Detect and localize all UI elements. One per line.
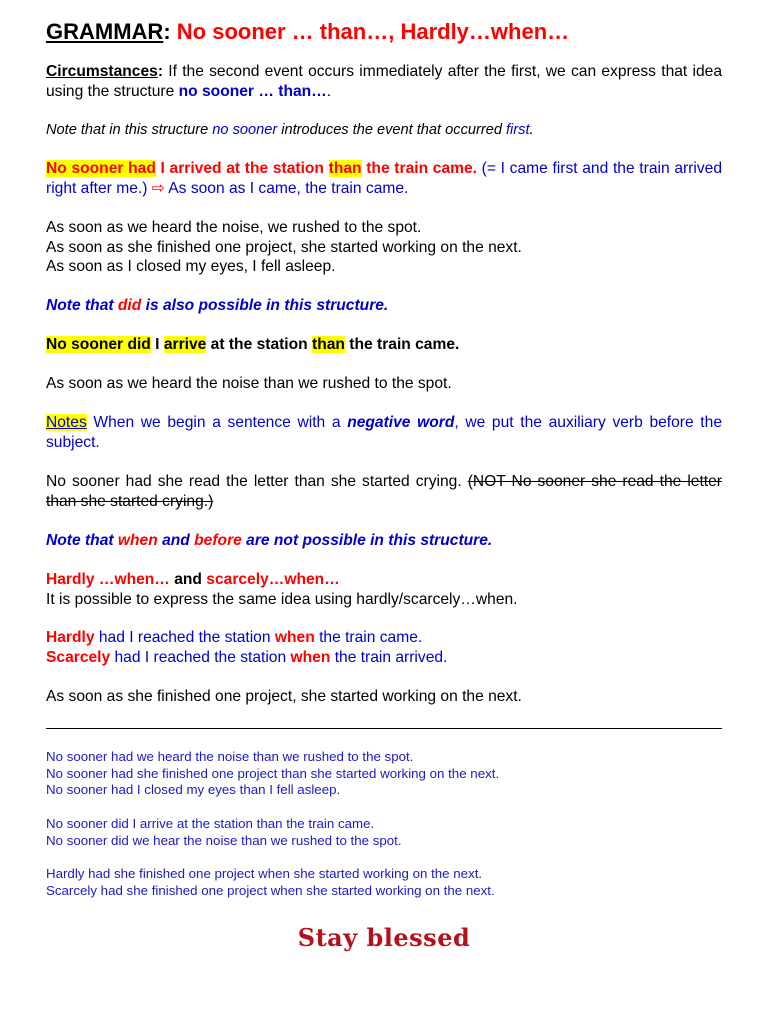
scarcely-word: Scarcely [46, 648, 111, 666]
note1-e: . [529, 122, 534, 138]
signature: Stay blessed [297, 923, 471, 952]
ex2-highlight-no-sooner-did: No sooner did [46, 336, 151, 353]
ex3-text: No sooner had she read the letter than she started crying. [46, 473, 468, 490]
note1-b: no sooner [212, 122, 278, 138]
list-item: No sooner had we heard the noise than we rushed to the spot. [46, 749, 414, 764]
note3-before: before [194, 532, 242, 549]
hardly-examples [46, 628, 722, 667]
hardly-description: It is possible to express the same idea using hardly/scarcely…when. [46, 590, 518, 608]
example-read-letter [46, 472, 722, 511]
note1-a: Note that in this structure [46, 122, 213, 138]
ex1-highlight-than: than [328, 160, 362, 177]
hardly-and: and [169, 571, 207, 588]
list-item: No sooner had she finished one project than she started working on the next. [46, 765, 500, 781]
list-item [46, 648, 722, 668]
note3-c: and [157, 532, 195, 549]
note-did-possible [46, 296, 722, 316]
scarcely-mid: had I reached the station [110, 648, 291, 666]
answers-group-1 [46, 749, 722, 799]
title-label: GRAMMAR [46, 19, 164, 44]
title-topic: No sooner … than…, Hardly…when… [170, 19, 570, 44]
list-item: No sooner had I closed my eyes than I fell asleep. [46, 782, 341, 798]
example-no-sooner-had [46, 159, 722, 198]
hardly-word: Hardly [46, 629, 95, 646]
ex1-text2: the train came. [361, 160, 477, 177]
note-when-before [46, 531, 722, 551]
intro-end: . [326, 82, 332, 100]
note3-when: when [117, 532, 158, 549]
ex3-strikethrough: (NOT No sooner she read the letter than she started crying.) [46, 473, 722, 510]
ex2-text2: at the station [206, 336, 313, 353]
divider-line [46, 728, 722, 729]
ex2-highlight-than: than [312, 336, 345, 353]
ex2-text3: the train came. [344, 336, 460, 353]
notes-a: When we begin a sentence with a [86, 414, 348, 431]
intro-paragraph [46, 62, 722, 101]
example-no-sooner-did [46, 335, 722, 355]
note2-a: Note that [46, 297, 118, 314]
list-item: Scarcely had she finished one project when she started working on the next. [46, 882, 495, 898]
notes-paragraph [46, 413, 722, 452]
ex1-highlight-no-sooner-had: No sooner had [46, 160, 156, 177]
hardly-end: the train came. [314, 629, 423, 646]
ex1-text1: I arrived at the station [155, 160, 329, 177]
arrow-right-icon: ⇨ [151, 179, 165, 197]
title-colon: : [163, 19, 171, 44]
note3-e: are not possible in this structure. [241, 532, 493, 549]
ex2-text1: I [150, 336, 164, 353]
ex1-text3: (= I came first and the train arrived right after me.) [46, 160, 722, 197]
hardly-h2: scarcely…when… [206, 571, 340, 588]
as-soon-as-list [46, 218, 722, 277]
ex1-text4: As soon as I came, the train came. [164, 179, 409, 197]
notes-label: Notes [46, 414, 87, 431]
list-item: As soon as we heard the noise, we rushed to the spot. [46, 219, 422, 236]
list-item [46, 628, 722, 648]
note2-c: is also possible in this structure. [141, 297, 389, 314]
answers-group-2 [46, 816, 722, 849]
line-noise: As soon as we heard the noise than we rushed to the spot. [46, 375, 452, 392]
note1-d: first [506, 122, 530, 138]
note1-c: introduces the event that occurred [277, 122, 506, 138]
line-project: As soon as she finished one project, she started working on the next. [46, 688, 522, 705]
hardly-heading [46, 570, 722, 590]
list-item: As soon as I closed my eyes, I fell asleep. [46, 258, 336, 275]
intro-colon: : [157, 63, 164, 80]
list-item: As soon as she finished one project, she started working on the next. [46, 238, 522, 256]
list-item: No sooner did we hear the noise than we rushed to the spot. [46, 832, 402, 848]
hardly-mid: had I reached the station [94, 629, 275, 646]
note-first-event [46, 121, 722, 141]
list-item: Hardly had she finished one project when she started working on the next. [46, 866, 483, 881]
notes-c: , we put the auxiliary verb before the subject. [46, 414, 722, 451]
list-item: No sooner did I arrive at the station than the train came. [46, 816, 375, 831]
intro-text: If the second event occurs immediately after the first, we can express that idea using the structure [46, 63, 722, 100]
scarcely-end: the train arrived. [330, 648, 448, 666]
notes-negative-word: negative word [347, 414, 455, 431]
hardly-scarcely-section [46, 570, 722, 609]
hardly-when: when [274, 629, 315, 646]
ex2-highlight-arrive: arrive [163, 336, 207, 353]
hardly-h1: Hardly …when… [46, 571, 170, 588]
intro-heading: Circumstances [46, 63, 158, 80]
scarcely-when: when [290, 648, 331, 666]
page-title [46, 18, 722, 46]
note3-a: Note that [46, 532, 118, 549]
intro-structure: no sooner … than… [178, 82, 327, 100]
note2-did: did [117, 297, 142, 314]
answers-group-3 [46, 866, 722, 899]
